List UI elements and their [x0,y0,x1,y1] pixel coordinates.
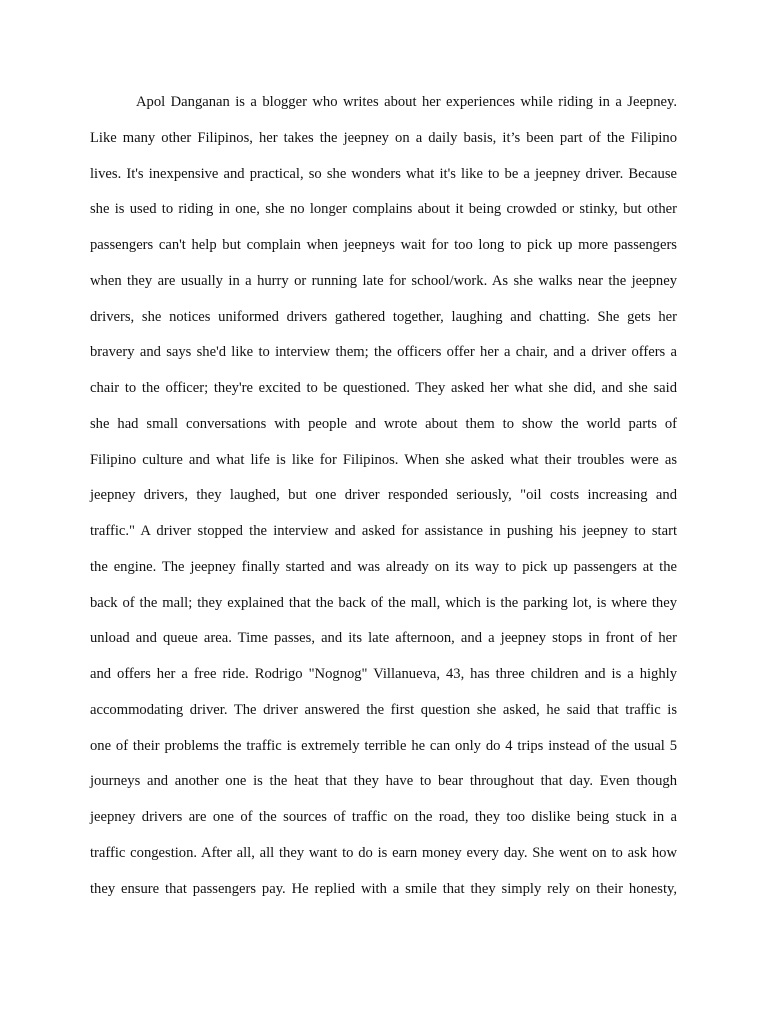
paragraph-line: back of the mall; they explained that the back of the mall, which is the parking lot, is where they [90,594,677,611]
paragraph-line: traffic." A driver stopped the interview and asked for assistance in pushing his jeepney to start [90,523,677,539]
paragraph-line: she is used to riding in one, she no longer complains about it being crowded or stinky, but other [90,201,677,218]
body-paragraph [90,89,677,911]
paragraph-line: bravery and says she'd like to interview them; the officers offer her a chair, and a driver offers a [90,344,677,361]
paragraph-line: traffic congestion. After all, all they want to do is earn money every day. She went on to ask how [90,844,677,861]
paragraph-line: they ensure that passengers pay. He replied with a smile that they simply rely on their honesty, [90,880,677,897]
paragraph-line: journeys and another one is the heat that they have to bear throughout that day. Even though [90,773,677,790]
paragraph-line: Apol Danganan is a blogger who writes about her experiences while riding in a Jeepney. [136,94,677,110]
paragraph-line: unload and queue area. Time passes, and its late afternoon, and a jeepney stops in front of her [90,630,677,647]
paragraph-line: when they are usually in a hurry or running late for school/work. As she walks near the jeepney [90,272,677,289]
paragraph-line: lives. It's inexpensive and practical, so she wonders what it's like to be a jeepney driver. Because [90,165,677,182]
paragraph-line: the engine. The jeepney finally started and was already on its way to pick up passengers at the [90,558,677,575]
paragraph-line: passengers can't help but complain when jeepneys wait for too long to pick up more passengers [90,237,677,253]
paragraph-line: and offers her a free ride. Rodrigo "Nognog" Villanueva, 43, has three children and is a highly [90,666,677,682]
paragraph-line: she had small conversations with people and wrote about them to show the world parts of [90,415,677,432]
paragraph-line: drivers, she notices uniformed drivers gathered together, laughing and chatting. She gets her [90,308,677,325]
paragraph-line: one of their problems the traffic is extremely terrible he can only do 4 trips instead of the usual 5 [90,737,677,754]
paragraph-line: Like many other Filipinos, her takes the jeepney on a daily basis, it’s been part of the Filipino [90,129,677,146]
paragraph-line: jeepney drivers are one of the sources of traffic on the road, they too dislike being stuck in a [90,809,677,825]
paragraph-line: chair to the officer; they're excited to be questioned. They asked her what she did, and she said [90,380,677,396]
paragraph-line: jeepney drivers, they laughed, but one driver responded seriously, "oil costs increasing and [90,487,677,504]
paragraph-line: Filipino culture and what life is like for Filipinos. When she asked what their troubles were as [90,451,677,468]
paragraph-line: accommodating driver. The driver answered the first question she asked, he said that traffic is [90,701,677,718]
